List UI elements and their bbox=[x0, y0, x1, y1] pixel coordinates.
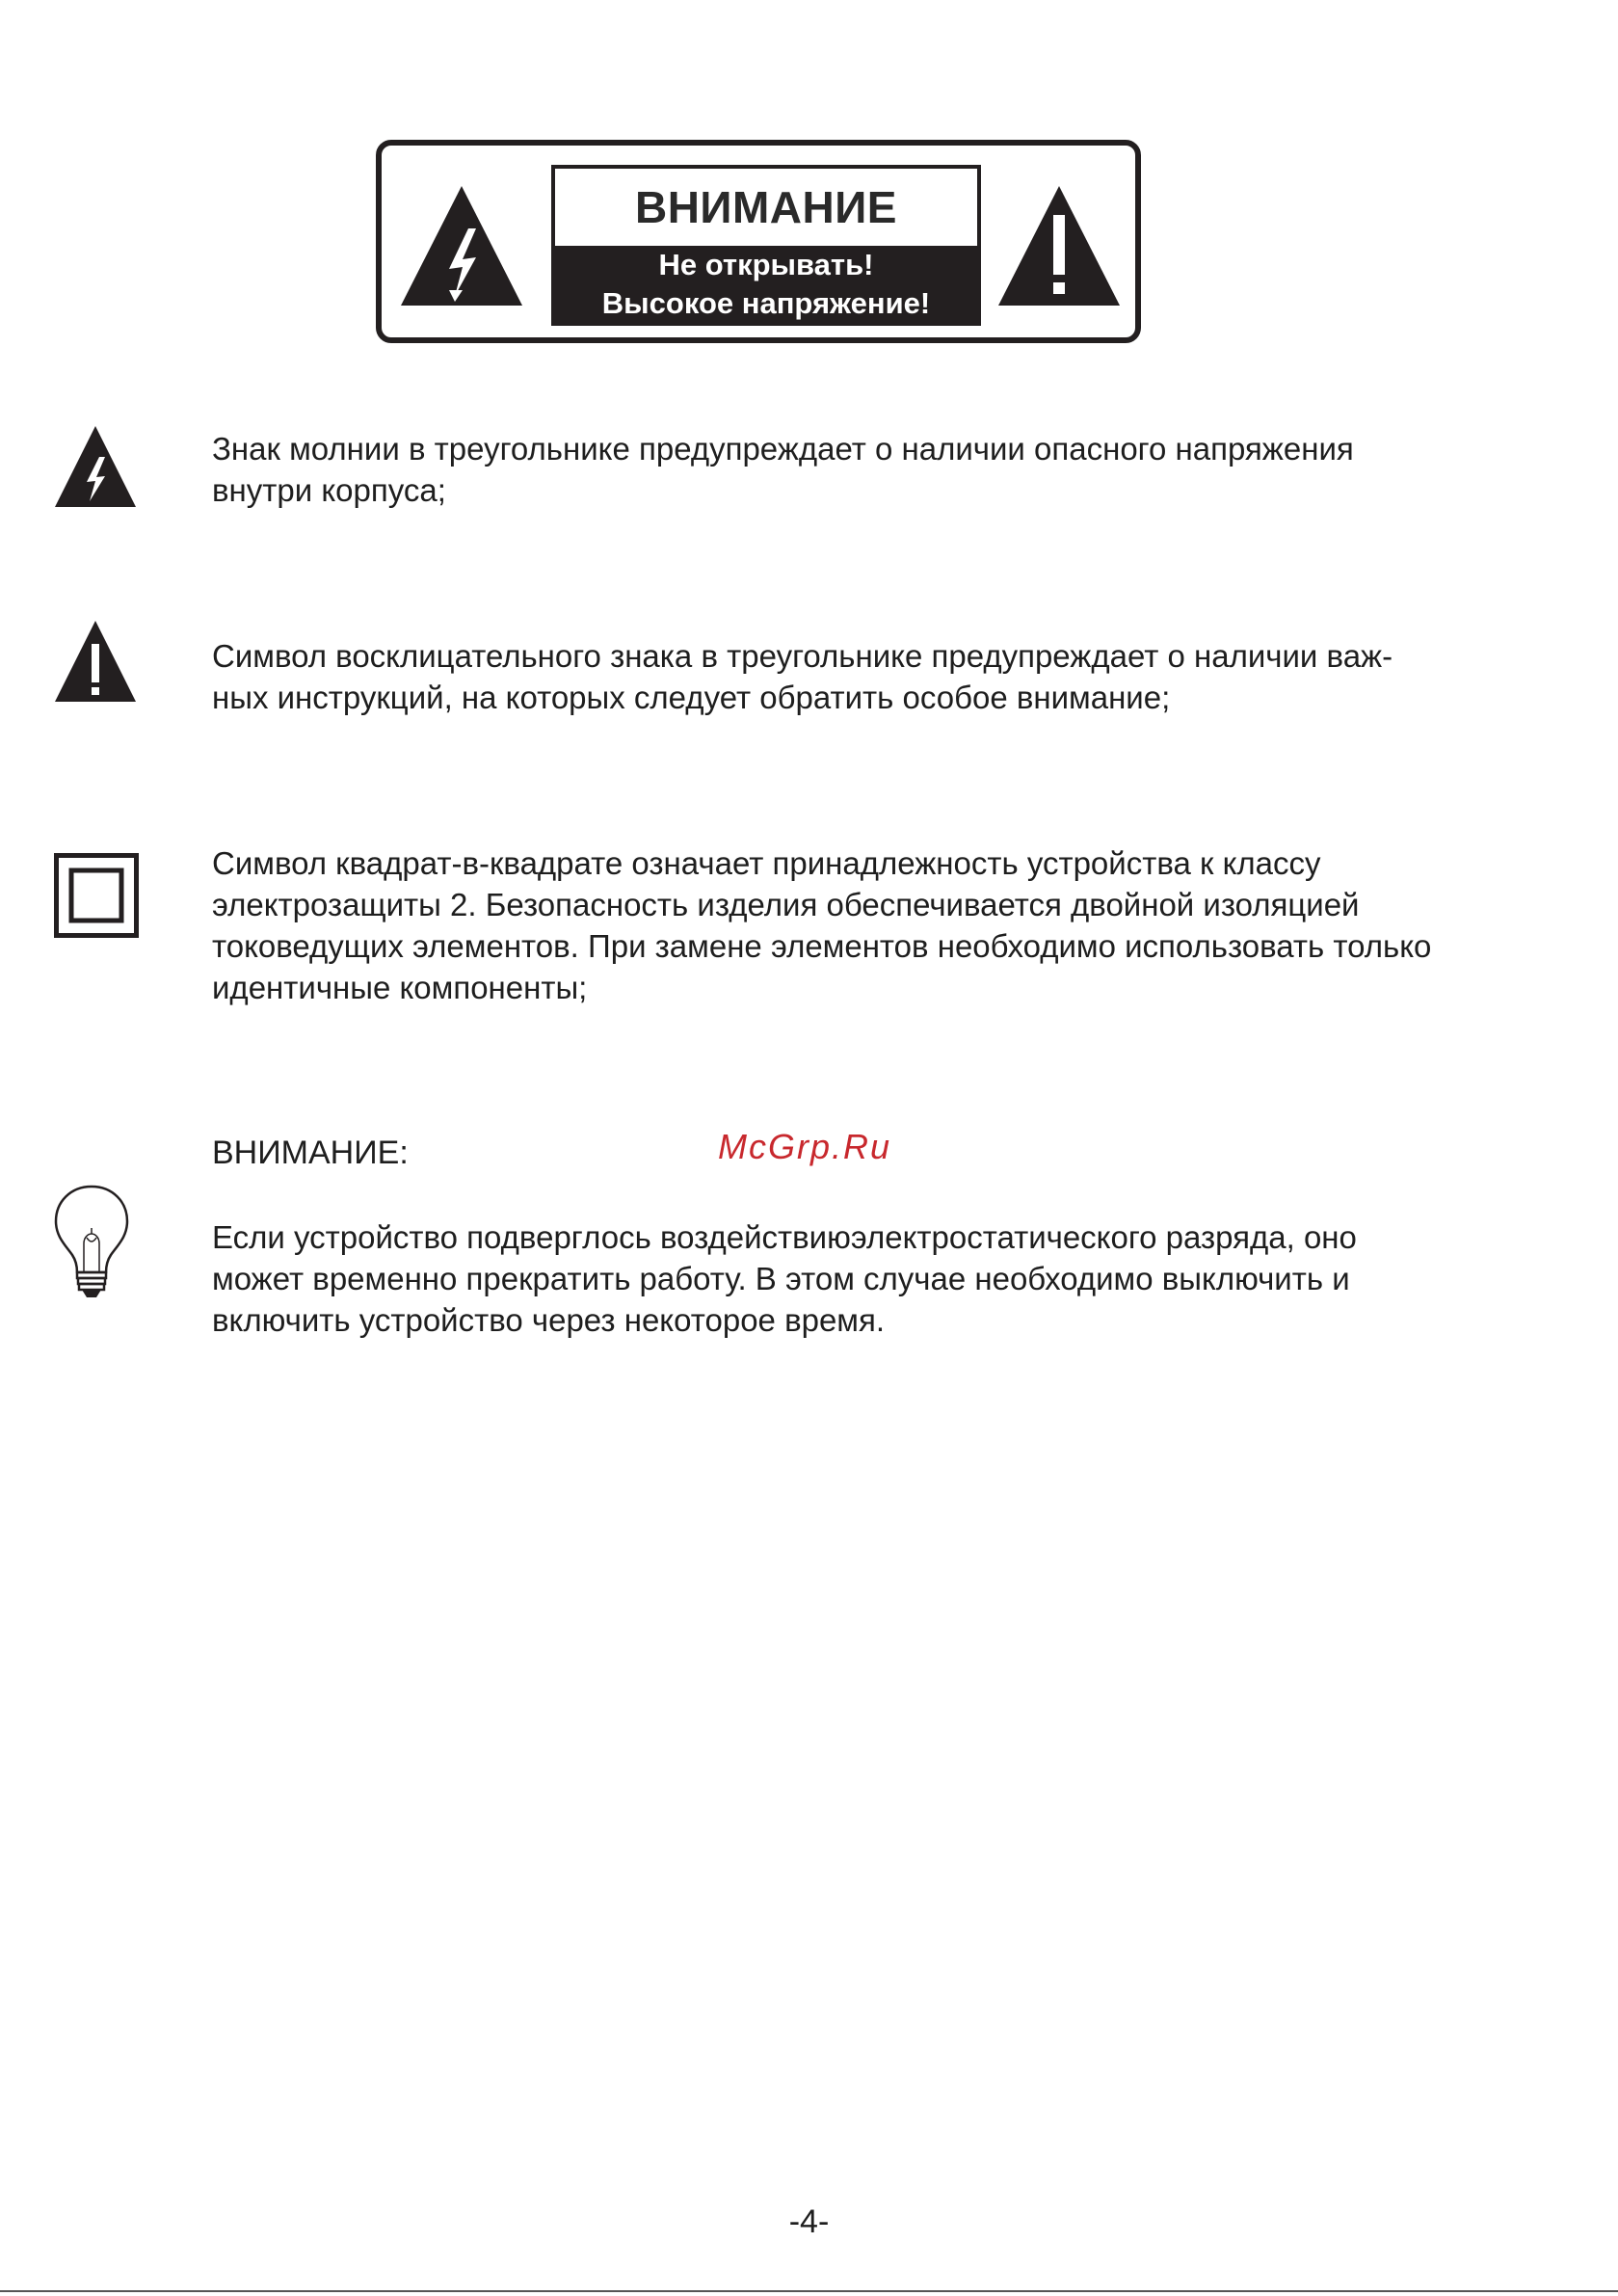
banner-line-2: Высокое напряжение! bbox=[601, 286, 931, 320]
paragraph-line: Если устройство подверглось воздействиюэлектростатического разряда, оно bbox=[212, 1219, 1357, 1255]
paragraph-line: идентичные компоненты; bbox=[212, 970, 588, 1005]
paragraph-line: внутри корпуса; bbox=[212, 472, 446, 508]
double-square-symbol-description bbox=[212, 842, 1571, 1008]
attention-heading: ВНИМАНИЕ: bbox=[212, 1135, 409, 1171]
lightning-symbol-description bbox=[212, 428, 1571, 511]
attention-description bbox=[212, 1216, 1571, 1341]
paragraph-line: включить устройство через некоторое время. bbox=[212, 1302, 886, 1338]
light-bulb-icon bbox=[52, 1184, 131, 1303]
banner-line-1: Не открывать! bbox=[658, 248, 874, 281]
lightning-triangle-icon bbox=[54, 424, 137, 509]
watermark-text: McGrp.Ru bbox=[718, 1127, 892, 1166]
banner-subtitle-block bbox=[555, 246, 977, 322]
paragraph-line: токоведущих элементов. При замене элементов необходимо использовать только bbox=[212, 928, 1432, 964]
paragraph-line: ных инструкций, на которых следует обратить особое внимание; bbox=[212, 680, 1171, 715]
paragraph-line: Знак молнии в треугольнике предупреждает о наличии опасного напряжения bbox=[212, 431, 1354, 467]
bottom-divider bbox=[0, 2290, 1618, 2292]
paragraph-line: может временно прекратить работу. В этом случае необходимо выключить и bbox=[212, 1261, 1350, 1296]
exclamation-symbol-description bbox=[212, 635, 1571, 718]
exclamation-triangle-icon bbox=[996, 182, 1122, 307]
page-number: -4- bbox=[788, 2203, 830, 2240]
double-square-icon bbox=[54, 853, 139, 938]
banner-title: ВНИМАНИЕ bbox=[634, 182, 897, 232]
lightning-triangle-icon bbox=[399, 182, 524, 307]
paragraph-line: Символ квадрат-в-квадрате означает принадлежность устройства к классу bbox=[212, 845, 1321, 881]
banner-label-box bbox=[551, 165, 981, 326]
paragraph-line: электрозащиты 2. Безопасность изделия обеспечивается двойной изоляцией bbox=[212, 887, 1360, 922]
exclamation-triangle-icon bbox=[54, 619, 137, 704]
paragraph-line: Символ восклицательного знака в треугольнике предупреждает о наличии важ- bbox=[212, 638, 1393, 674]
warning-banner bbox=[376, 140, 1141, 343]
